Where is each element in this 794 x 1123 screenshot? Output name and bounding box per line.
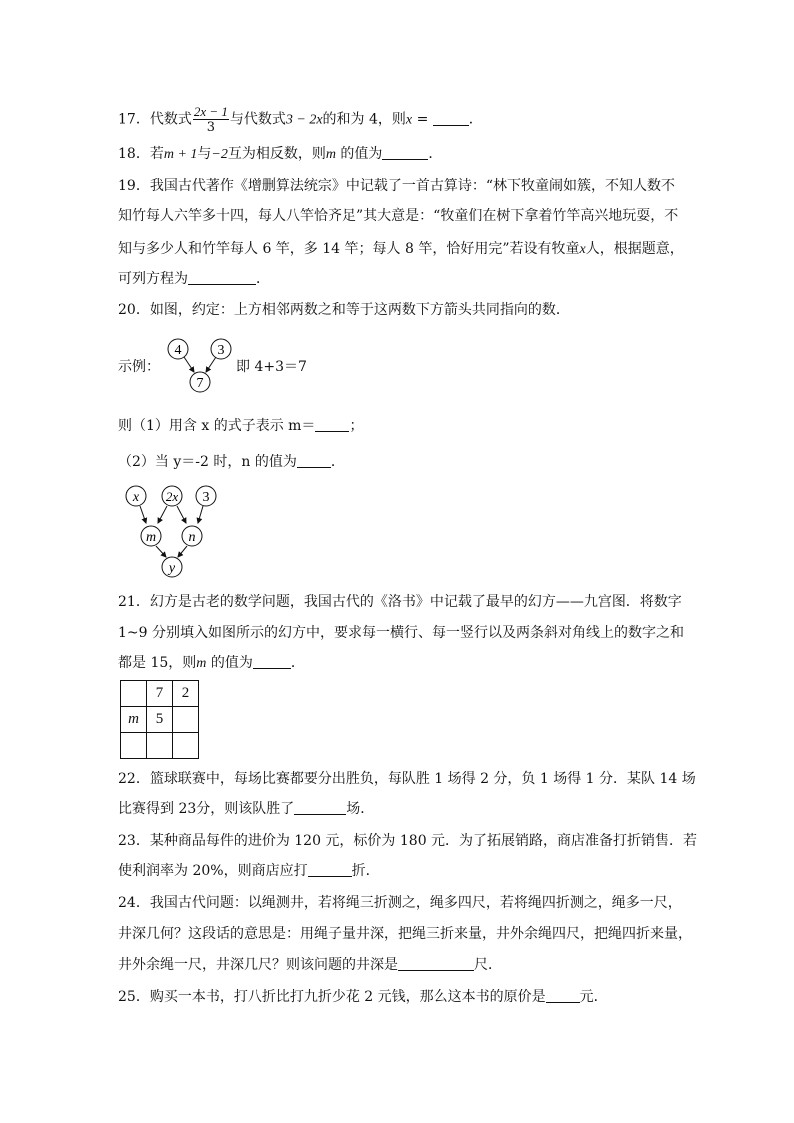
example-node-4-label: 4 [174, 343, 182, 358]
q17-answer-blank[interactable] [433, 111, 469, 126]
q19-line-2: 知竹每人六竿多十四，每人八竿恰齐足”其大意是：“牧童们在树下拿着竹竿高兴地玩耍，不 [118, 208, 679, 224]
tree-node-3-label: 3 [202, 490, 210, 505]
q21-line-3 [118, 653, 305, 674]
q20-example-text: 即 4+3＝7 [236, 359, 307, 375]
q21-line-3a: 都是 15，则 [118, 655, 197, 671]
q18-mid: 与 [197, 146, 212, 162]
tree-arrow-m-y [156, 546, 166, 557]
tree-arrow-2x-n [177, 506, 186, 523]
q23-answer-blank[interactable] [308, 862, 352, 877]
q18-answer-blank[interactable] [382, 145, 428, 160]
q21-variable: m [196, 656, 207, 671]
q21-line-1: 21．幻方是古老的数学问题，我国古代的《洛书》中记载了最早的幻方——九宫图．将数字 [118, 594, 682, 610]
q19-variable: x [579, 242, 586, 257]
question-18 [118, 144, 442, 165]
q21-answer-blank[interactable] [253, 654, 291, 669]
q20-part-1 [118, 416, 363, 436]
tree-node-m-label: m [145, 530, 157, 545]
q19-line-1: 19．我国古代著作《增删算法统宗》中记载了一首古算诗：“林下牧童闹如簇，不知人数不 [118, 178, 675, 194]
q25-end: 元． [579, 989, 608, 1005]
q20-example-label: 示例： [118, 359, 160, 375]
q17-tail: 的和为 4，则 [322, 111, 406, 128]
magic-square-cell: 2 [173, 681, 199, 707]
tree-node-2x-label: 2x [165, 489, 179, 504]
magic-square-cell [121, 681, 147, 707]
q23-end: 折． [351, 863, 380, 879]
q24-line-3-text: 井外余绳一尺，井深几尺？则该问题的井深是 [118, 957, 398, 973]
example-arrow-left [184, 357, 194, 372]
magic-square-cell [121, 733, 147, 759]
q20-part-1-text: 则（1）用含 x 的式子表示 m＝ [118, 418, 316, 434]
q20-part-1-blank[interactable] [315, 417, 349, 432]
q21-line-2: 1~9 分别填入如图所示的幻方中，要求每一横行、每一竖行以及两条斜对角线上的数字之和 [118, 625, 684, 641]
q20-line-1: 20．如图，约定：上方相邻两数之和等于这两数下方箭头共同指向的数． [118, 302, 570, 318]
q19-line-3 [118, 239, 684, 260]
magic-square-row [121, 733, 199, 759]
q24-line-1: 24．我国古代问题：以绳测井，若将绳三折测之，绳多四尺，若将绳四折测之，绳多一尺， [118, 895, 682, 911]
magic-square-cell: 5 [147, 707, 173, 733]
q20-part-2-blank[interactable] [297, 453, 331, 468]
q17-variable: x [405, 112, 413, 128]
q17-expression: 3 − 2x [285, 112, 323, 128]
q22-line-2 [118, 799, 374, 819]
q18-expression-2: −2 [211, 147, 228, 162]
q18-tail-2: 的值为 [335, 146, 383, 162]
tree-node-y-label: y [168, 561, 176, 576]
tree-arrow-x-m [140, 506, 146, 523]
example-arrow-right [206, 357, 216, 372]
q17-fraction-denominator: 3 [206, 120, 215, 135]
magic-square-row [121, 681, 199, 707]
magic-square-cell: 7 [147, 681, 173, 707]
q22-answer-blank[interactable] [294, 800, 346, 815]
q20-part-2-text: （2）当 y＝-2 时，n 的值为 [118, 454, 297, 470]
tree-arrow-n-y [178, 546, 187, 557]
q23-line-2-text: 使利润率为 20%，则商店应打 [118, 863, 308, 879]
q19-line-3b: 人，根据题意， [585, 241, 684, 257]
q24-line-3 [118, 955, 502, 975]
q18-variable: m [325, 147, 336, 162]
q17-prefix: 17．代数式 [118, 111, 192, 128]
q18-end: ． [428, 146, 443, 162]
q18-prefix: 18．若 [118, 146, 164, 162]
q25-text: 25．购买一本书，打八折比打九折少花 2 元钱，那么这本书的原价是 [118, 989, 546, 1005]
q18-expression: m + 1 [163, 147, 198, 162]
q17-end: ． [468, 111, 483, 128]
tree-arrow-2x-m [158, 506, 167, 523]
q20-part-2-end: ． [330, 454, 345, 470]
q20-part-2 [118, 452, 345, 472]
q19-line-4-text: 可列方程为 [118, 271, 188, 287]
q19-line-3a: 知与多少人和竹竿每人 6 竿，多 14 竿；每人 8 竿，恰好用完”若设有牧童 [118, 241, 580, 257]
q24-answer-blank[interactable] [398, 956, 474, 971]
q25-answer-blank[interactable] [546, 988, 580, 1003]
q24-line-2: 井深几何？这段话的意思是：用绳子量井深，把绳三折来量，井外余绳四尺，把绳四折来量， [118, 926, 692, 942]
q17-fraction-numerator: 2x − 1 [193, 104, 228, 119]
magic-square-cell [173, 733, 199, 759]
q23-line-2 [118, 861, 380, 881]
magic-square-cell-m: m [121, 707, 147, 733]
q19-end: ． [256, 271, 270, 287]
q20-tree-diagram [120, 483, 230, 581]
q17-mid: 与代数式 [229, 111, 286, 128]
q22-line-1: 22．篮球联赛中，每场比赛都要分出胜负，每队胜 1 场得 2 分，负 1 场得 1 分．某队 14 场 [118, 771, 696, 787]
magic-square-grid [120, 680, 199, 759]
q21-line-3b: 的值为 [206, 655, 253, 671]
q20-part-1-end: ； [349, 418, 364, 434]
q18-tail: 互为相反数，则 [227, 146, 326, 162]
q19-answer-blank[interactable] [188, 270, 256, 285]
q21-end: ． [290, 655, 305, 671]
example-node-7-label: 7 [196, 376, 204, 391]
example-node-3-label: 3 [217, 343, 225, 358]
q22-line-2-text: 比赛得到 23分，则该队胜了 [118, 801, 295, 817]
q23-line-1: 23．某种商品每件的进价为 120 元，标价为 180 元．为了拓展销路，商店准备打折销售．若 [118, 833, 698, 849]
magic-square-cell [147, 733, 173, 759]
q17-equals: = [412, 111, 433, 128]
q24-end: 尺． [474, 957, 502, 973]
question-25 [118, 987, 608, 1007]
q22-end: 场． [346, 801, 375, 817]
q17-fraction [193, 104, 229, 135]
question-17 [118, 104, 483, 135]
tree-node-x-label: x [132, 490, 140, 505]
tree-arrow-3-n [198, 506, 203, 523]
tree-node-n-label: n [188, 530, 196, 545]
magic-square-cell [173, 707, 199, 733]
magic-square-row [121, 707, 199, 733]
q19-line-4 [118, 269, 270, 289]
